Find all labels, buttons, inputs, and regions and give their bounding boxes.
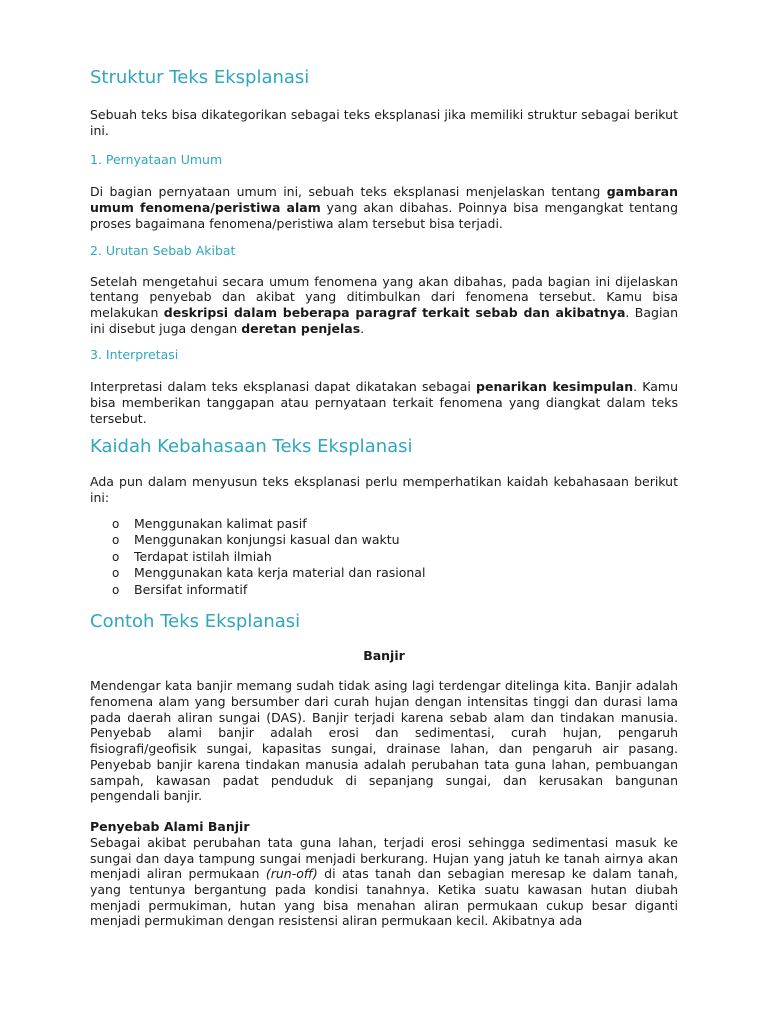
bullet-icon: o <box>112 516 120 531</box>
article-title: Banjir <box>363 648 405 664</box>
bold-run: deretan penjelas <box>241 320 361 336</box>
list-item <box>90 532 678 549</box>
list-item <box>90 516 678 533</box>
bold-run: deskripsi dalam beberapa paragraf terkait sebab dan akibatnya <box>163 304 626 320</box>
section-title-contoh: Contoh Teks Eksplanasi <box>90 611 301 633</box>
bullet-icon: o <box>112 582 120 597</box>
article-subheading: Penyebab Alami Banjir <box>90 818 250 834</box>
text-run: Interpretasi dalam teks eksplanasi dapat dikatakan sebagai <box>90 379 477 395</box>
article-paragraph-2 <box>90 835 678 929</box>
list-item-text: Menggunakan kata kerja material dan rasional <box>134 565 426 581</box>
text-run: . <box>360 320 365 336</box>
list-item <box>90 549 678 566</box>
struktur-intro: Sebuah teks bisa dikategorikan sebagai teks eksplanasi jika memiliki struktur sebagai berikut ini. <box>90 107 678 138</box>
subheading-pernyataan-umum: 1. Pernyataan Umum <box>90 152 223 168</box>
text-run: Di bagian pernyataan umum ini, sebuah teks eksplanasi menjelaskan tentang <box>90 184 607 200</box>
italic-run: (run-off) <box>265 866 318 882</box>
list-item-text: Terdapat istilah ilmiah <box>134 548 272 564</box>
text-run: Sebagai akibat perubahan tata guna lahan, terjadi erosi sehingga sedimentasi masuk ke sungai dan daya tampung sungai menjadi berkurang. Hujan yang jatuh ke tanah airnya akan menjadi aliran permukaan <box>90 834 678 882</box>
interpretasi-paragraph <box>90 379 678 426</box>
kaidah-list <box>90 516 678 599</box>
kaidah-intro: Ada pun dalam menyusun teks eksplanasi perlu memperhatikan kaidah kebahasaan berikut ini: <box>90 474 678 506</box>
document-content <box>90 66 678 929</box>
bullet-icon: o <box>112 549 120 564</box>
text-run: yang akan dibahas. Poinnya bisa mengangkat tentang proses bagaimana fenomena/peristiwa alam tersebut bisa terjadi. <box>90 200 679 231</box>
bold-run: gambaran umum fenomena/peristiwa alam <box>90 184 678 216</box>
list-item-text: Bersifat informatif <box>134 581 248 597</box>
article-paragraph-1: Mendengar kata banjir memang sudah tidak asing lagi terdengar ditelinga kita. Banjir adalah fenomena alam yang bersumber dari curah hujan dengan intensitas tinggi dan durasi lama pada daerah aliran sungai (DAS). Banjir terjadi karena sebab alam dan tindakan manusia. Penyebab alami banjir adalah erosi dan sedimentasi, curah hujan, pengaruh fisiografi/geofisik sungai, kapasitas sungai, drainase lahan, dan pengaruh air pasang. Penyebab banjir karena tindakan manusia adalah perubahan tata guna lahan, pembuangan sampah, kawasan padat penduduk di sepanjang sungai, dan kerusakan bangunan pengendali banjir. <box>90 678 678 804</box>
text-run: . Kamu bisa memberikan tanggapan atau pernyataan terkait fenomena yang diangkat dalam teks tersebut. <box>90 379 678 426</box>
list-item <box>90 582 678 599</box>
text-run: Setelah mengetahui secara umum fenomena yang akan dibahas, pada bagian ini dijelaskan tentang penyebab dan akibat yang ditimbulkan dari fenomena tersebut. Kamu bisa melakukan <box>90 273 678 320</box>
pernyataan-umum-paragraph <box>90 184 678 231</box>
subheading-urutan-sebab-akibat: 2. Urutan Sebab Akibat <box>90 242 236 258</box>
subheading-interpretasi: 3. Interpretasi <box>90 347 179 363</box>
bullet-icon: o <box>112 566 120 581</box>
list-item-text: Menggunakan kalimat pasif <box>134 515 307 531</box>
section-title-kaidah: Kaidah Kebahasaan Teks Eksplanasi <box>90 436 413 458</box>
list-item <box>90 565 678 582</box>
list-item-text: Menggunakan konjungsi kasual dan waktu <box>134 532 400 548</box>
urutan-sebab-akibat-paragraph <box>90 274 678 337</box>
text-run: di atas tanah dan sebagian meresap ke dalam tanah, yang tentunya bergantung pada kondisi tanahnya. Ketika suatu kawasan hutan diubah menjadi permukiman, hutan yang bisa menahan aliran permukaan cukup besar diganti menjadi permukiman dengan resistensi aliran permukaan kecil. Akibatnya ada <box>90 866 678 929</box>
section-title-struktur: Struktur Teks Eksplanasi <box>90 67 310 88</box>
bold-run: penarikan kesimpulan <box>476 379 634 395</box>
bullet-icon: o <box>112 533 120 548</box>
text-run: . Bagian ini disebut juga dengan <box>90 304 679 336</box>
